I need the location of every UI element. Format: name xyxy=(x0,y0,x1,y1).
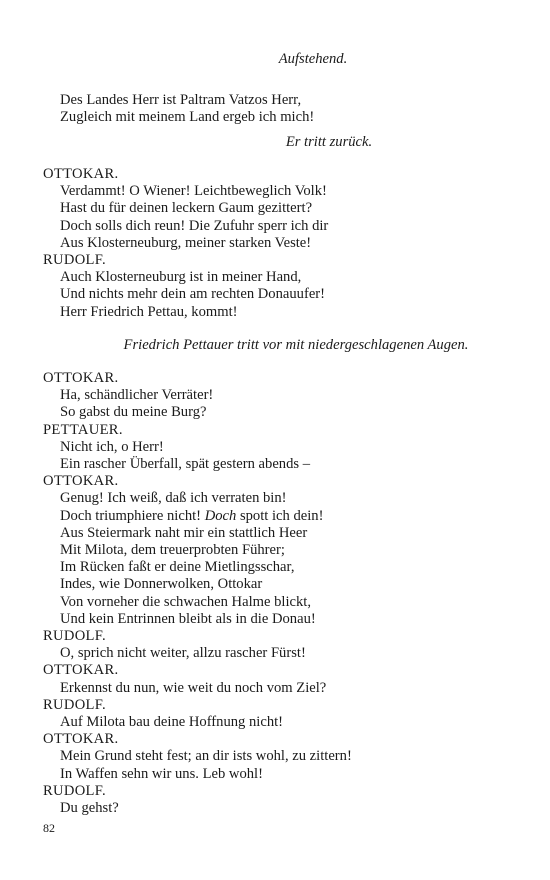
verse-line: So gabst du meine Burg? xyxy=(60,404,207,421)
speaker-name: RUDOLF. xyxy=(43,628,106,644)
verse-line: Und nichts mehr dein am rechten Donauufer! xyxy=(60,286,326,303)
verse-line: Indes, wie Donnerwolken, Ottokar xyxy=(60,576,263,593)
verse-line: Herr Friedrich Pettau, kommt! xyxy=(60,303,238,320)
verse-line: Nicht ich, o Herr! xyxy=(60,438,164,455)
speaker-name: PETTAUER. xyxy=(43,421,123,438)
verse-line: Doch solls dich reun! Die Zufuhr sperr ich dir xyxy=(60,217,329,234)
verse-line: Auf Milota bau deine Hoffnung nicht! xyxy=(60,714,284,730)
verse-line: O, sprich nicht weiter, allzu rascher Fürst! xyxy=(60,645,306,662)
verse-line: Ein rascher Überfall, spät gestern abends – xyxy=(60,456,311,472)
speaker-name: OTTOKAR. xyxy=(43,370,119,386)
verse-line: Ha, schändlicher Verräter! xyxy=(60,387,214,404)
verse-line: Du gehst? xyxy=(60,800,119,816)
verse-line: Aus Klosterneuburg, meiner starken Veste! xyxy=(60,234,312,251)
verse-line: Und kein Entrinnen bleibt als in die Donau! xyxy=(60,610,316,627)
emphasis: Doch xyxy=(204,507,237,524)
verse-line: Von vorneher die schwachen Halme blickt, xyxy=(60,593,311,610)
verse-line: Zugleich mit meinem Land ergeb ich mich! xyxy=(60,109,315,126)
speaker-name: OTTOKAR. xyxy=(43,662,119,679)
verse-line: Mit Milota, dem treuerprobten Führer; xyxy=(60,542,285,558)
page-number: 82 xyxy=(43,821,55,835)
verse-line: Auch Klosterneuburg ist in meiner Hand, xyxy=(60,269,302,286)
speaker-name: OTTOKAR. xyxy=(43,473,119,490)
speaker-name: OTTOKAR. xyxy=(43,731,119,748)
stage-direction-steps-back: Er tritt zurück. xyxy=(285,134,373,150)
verse-line: Erkennst du nun, wie weit du noch vom Ziel? xyxy=(60,679,327,696)
verse-line: Mein Grund steht fest; an dir ists wohl, zu zittern! xyxy=(60,748,352,765)
verse-line: Des Landes Herr ist Paltram Vatzos Herr, xyxy=(60,92,302,108)
speaker-name: OTTOKAR. xyxy=(43,166,119,182)
verse-line: Doch triumphiere nicht! Doch spott ich dein! xyxy=(60,507,324,524)
verse-line: Genug! Ich weiß, daß ich verraten bin! xyxy=(60,490,287,507)
verse-line: Hast du für deinen leckern Gaum gezittert? xyxy=(60,200,313,217)
speaker-name: RUDOLF. xyxy=(43,782,106,799)
speaker-name: RUDOLF. xyxy=(43,696,106,713)
stage-direction-standing: Aufstehend. xyxy=(278,51,348,67)
verse-line: In Waffen sehn wir uns. Leb wohl! xyxy=(60,765,263,782)
stage-direction-pettauer-enters: Friedrich Pettauer tritt vor mit niedergeschlagenen Augen. xyxy=(123,337,469,353)
verse-line: Aus Steiermark naht mir ein stattlich Heer xyxy=(60,524,308,541)
verse-line: Verdammt! O Wiener! Leichtbeweglich Volk! xyxy=(60,183,327,200)
speaker-name: RUDOLF. xyxy=(43,252,106,268)
verse-line: Im Rücken faßt er deine Mietlingsschar, xyxy=(60,559,295,576)
